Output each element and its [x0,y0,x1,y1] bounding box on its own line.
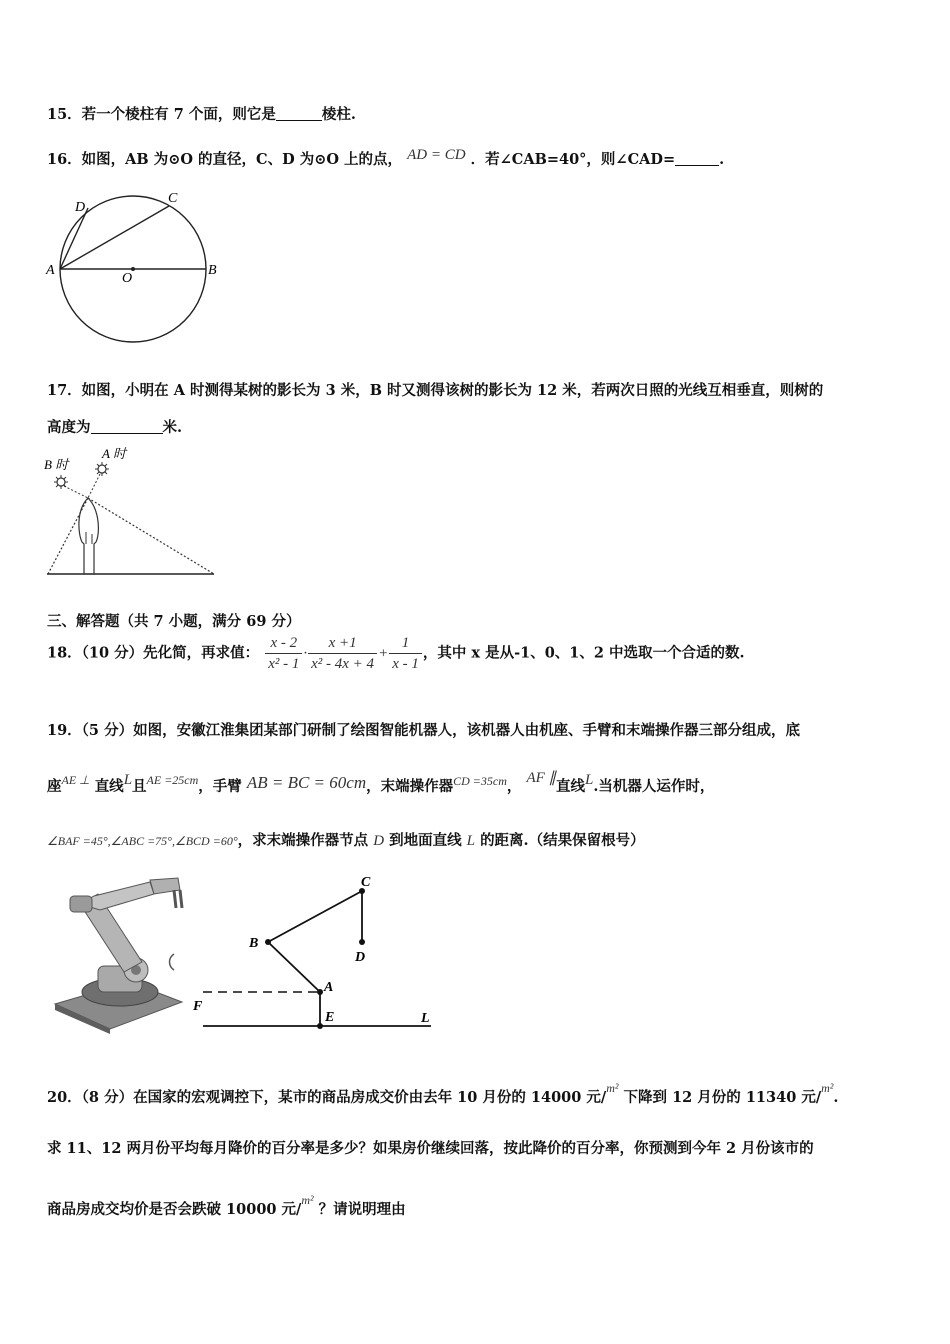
fraction-2 [308,633,377,674]
unit-m2: m² [821,1081,834,1095]
q20-text-c: . [833,1089,839,1106]
label-d: D [75,200,86,215]
question-19 [47,719,800,740]
q20-line2: 求 11、12 两月份平均每月降价的百分率是多少？如果房价继续回落，按此降价的百分率，你预测到今年 2 月份该市的 [47,1140,814,1157]
q16-text-mid: ．若∠CAB=40°，则∠CAD= [470,151,676,168]
math-l: L [123,772,133,788]
circle-figure [42,186,227,346]
label-l: L [421,1011,430,1026]
chord-ac [60,206,169,269]
fraction-1-num: x - 2 [265,633,302,654]
label-e: E [325,1010,335,1025]
fraction-3-den: x - 1 [392,656,419,672]
q16-text: 16．如图，AB 为⊙O 的直径，C、D 为⊙O 上的点， [47,151,403,168]
label-f: F [193,999,203,1014]
chord-ad [60,208,88,269]
q20-text-d: 商品房成交均价是否会跌破 10000 元/ [47,1201,302,1218]
label-a: A [46,263,55,278]
sun-ray-b [64,486,88,498]
question-20-line2 [47,1137,814,1158]
q20-text-e: ？请说明理由 [318,1201,406,1218]
question-17-line2 [47,416,182,437]
q18-text: 18．（10 分）先化简，再求值： [47,644,260,662]
q19-text: .当机器人运作时， [593,778,715,795]
q19-text: ，手臂 [198,778,242,795]
q19-text: 直线 [94,778,124,795]
segment-bc [268,891,362,942]
ray-right [88,498,214,574]
unit-m2: m² [301,1193,314,1207]
question-19-line3 [47,829,645,850]
question-15 [47,103,356,124]
math-angles: ∠BAF =45°,∠ABC =75°,∠BCD =60° [47,834,238,848]
q19-text: ， [506,778,522,795]
q19-text: 到地面直线 [389,832,462,849]
fraction-2-num: x +1 [308,633,377,654]
question-16 [47,148,724,169]
question-17 [47,379,823,400]
q19-text: ，求末端操作器节点 [237,832,369,849]
question-18 [47,633,745,674]
answer-blank [276,106,322,121]
sun-ray-a [88,474,100,498]
ray-left [48,498,88,574]
question-19-line2 [47,770,715,796]
q17-text-c: 米. [162,419,183,436]
fraction-1 [265,633,302,674]
q19-text: 的距离.（结果保留根号） [480,832,645,849]
q17-text-b: 高度为 [47,419,91,436]
arc-equation: AD = CD [407,147,466,163]
robot-diagram [188,870,438,1035]
robot-arm-image [50,874,185,1034]
fraction-2-den: x² - 4x + 4 [311,656,375,672]
q19-line1: 19．（5 分）如图，安徽江淮集团某部门研制了绘图智能机器人，该机器人由机座、手臂和末端操作器三部分组成，底 [47,722,801,739]
math-d: D [373,833,385,849]
q15-text: 15．若一个棱柱有 7 个面，则它是 [47,106,276,123]
sun-a-icon [95,462,109,476]
q17-text: 17．如图，小明在 A 时测得某树的影长为 3 米，B 时又测得该树的影长为 12 米，若两次日照的光线互相垂直，则树的 [47,382,824,399]
op-plus: + [378,645,389,662]
label-o: O [122,271,133,286]
label-b-time: B 时 [44,457,69,472]
unit-m2: m² [606,1081,619,1095]
math-cd-length: CD =35cm [453,774,507,788]
label-a: A [324,980,334,995]
math-af-parallel: AF ∥ [526,770,557,786]
question-20-line3 [47,1193,406,1219]
answer-blank [675,151,719,166]
q16-text-end: . [719,151,725,168]
segment-ab [268,942,320,992]
label-c: C [361,875,371,890]
q15-text-end: 棱柱. [321,106,356,123]
q18-text-end: ，其中 x 是从-1、0、1、2 中选取一个合适的数. [422,644,745,662]
section-3-title: 三、解答题（共 7 小题，满分 69 分） [47,613,301,630]
q19-text: 座 [47,778,62,795]
label-b: B [249,936,259,951]
math-l: L [585,772,594,788]
math-l: L [466,833,475,849]
tree-shadow-figure [42,444,222,579]
fraction-3 [389,633,422,674]
label-c: C [168,191,178,206]
label-b: B [208,263,217,278]
q20-text: 20．（8 分）在国家的宏观调控下，某市的商品房成交价由去年 10 月份的 14000 元/ [47,1089,607,1106]
answer-blank [91,419,163,434]
label-d: D [355,950,366,965]
op-dot: · [303,645,308,662]
q19-text: ，末端操作器 [366,778,454,795]
label-a-time: A 时 [102,446,126,461]
question-20 [47,1081,839,1107]
math-ae-length: AE =25cm [146,773,199,787]
math-ae-perp: AE ⊥ [61,773,90,787]
fraction-3-num: 1 [389,633,422,654]
fraction-1-den: x² - 1 [268,656,300,672]
q20-text-b: 下降到 12 月份的 11340 元/ [623,1089,822,1106]
q19-text: 且 [132,778,147,795]
q19-text: 直线 [556,778,586,795]
math-arm-length: AB = BC = 60cm [246,773,367,792]
sun-b-icon [54,475,68,489]
section-title [47,610,300,631]
